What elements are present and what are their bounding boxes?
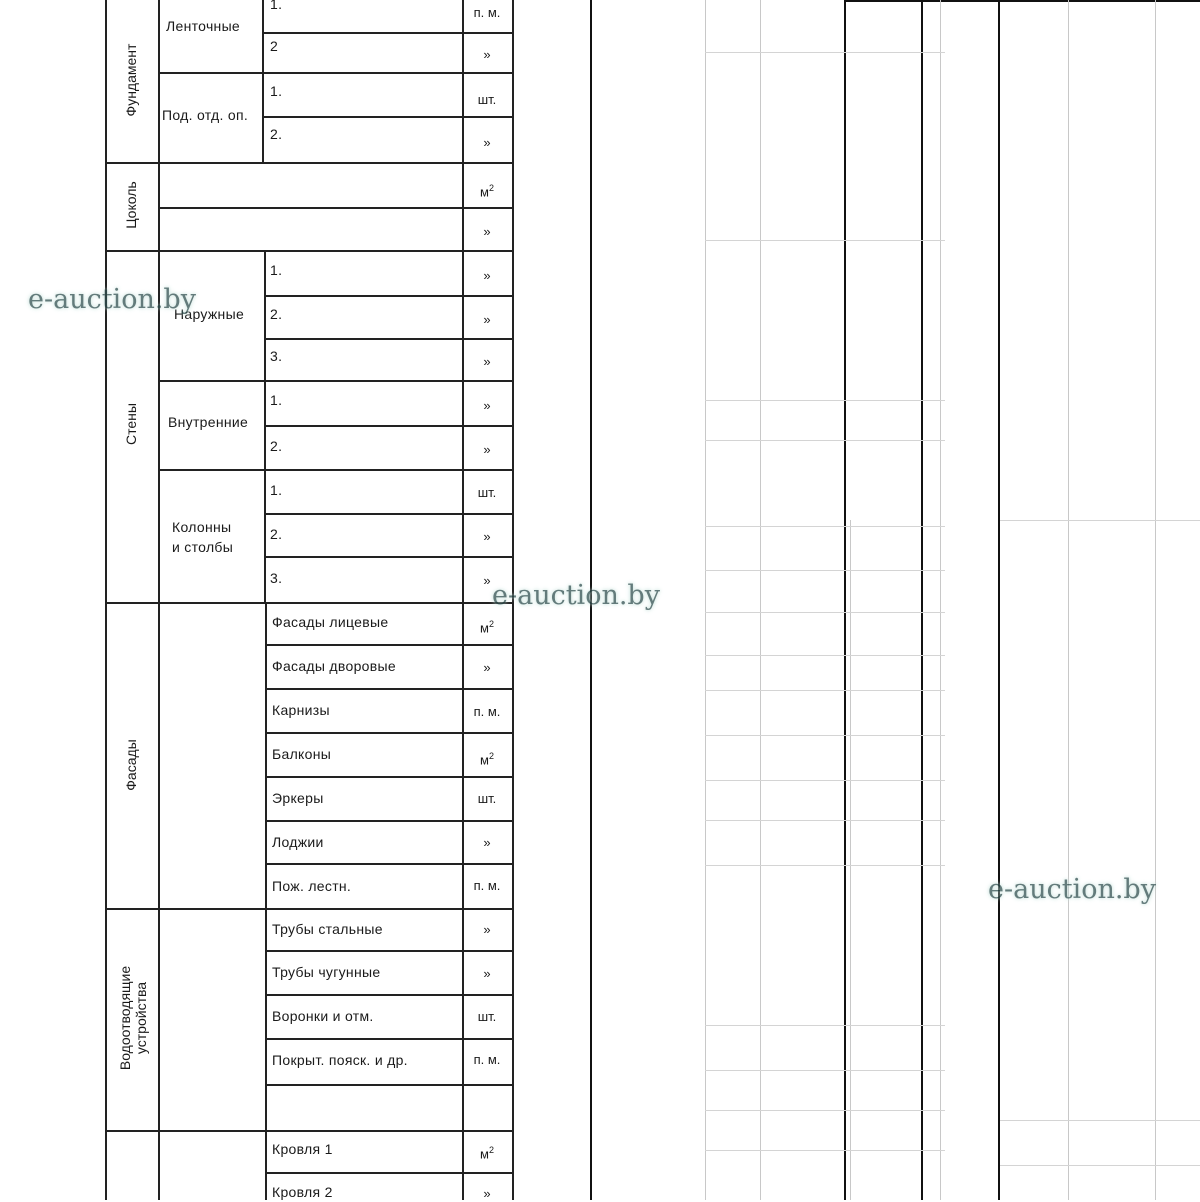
subgroup-columns-line2: и столбы <box>172 539 234 555</box>
bleed-through-line <box>1155 0 1156 1200</box>
unit-superscript: 2 <box>488 619 494 629</box>
row-unit: » <box>483 1186 491 1201</box>
bleed-through-line <box>705 0 706 1200</box>
row-label: 1. <box>270 482 283 498</box>
group-label-plinth: Цоколь <box>123 181 139 229</box>
unit-superscript: 2 <box>488 751 494 761</box>
row-unit: » <box>483 529 491 544</box>
row-label: Покрыт. пояск. и др. <box>272 1052 408 1068</box>
bleed-through-line <box>705 240 945 241</box>
bleed-through-line <box>940 0 941 1200</box>
group-line <box>105 602 512 604</box>
group-line <box>105 908 512 910</box>
row-unit: шт. <box>477 485 497 500</box>
row-unit: шт. <box>477 92 497 107</box>
group-line <box>105 1130 512 1132</box>
row-unit: » <box>483 47 491 62</box>
row-line <box>265 644 512 646</box>
row-line <box>265 994 512 996</box>
row-unit: » <box>483 224 491 239</box>
row-unit: п. м. <box>473 1052 501 1067</box>
bleed-through-line <box>1000 1165 1200 1166</box>
subgroup-column-divider-top <box>262 0 264 162</box>
group-label-drainage-line2: устройства <box>133 981 149 1055</box>
row-unit: » <box>483 354 491 369</box>
row-unit: » <box>483 442 491 457</box>
table-left-border <box>105 0 107 1200</box>
bleed-through-line <box>1068 0 1069 1200</box>
group-label-facades: Фасады <box>123 739 139 791</box>
row-unit: » <box>483 268 491 283</box>
row-unit: » <box>483 135 491 150</box>
row-unit: шт. <box>477 1009 497 1024</box>
group-column-divider <box>158 0 160 1200</box>
row-unit: » <box>483 922 491 937</box>
subgroup-columns-line1: Колонны <box>172 519 232 535</box>
row-label: Воронки и отм. <box>272 1008 374 1024</box>
row-label: Эркеры <box>272 790 324 806</box>
right-block-line-2 <box>844 0 846 1200</box>
watermark-right: e-auction.by <box>988 874 1156 905</box>
bleed-through-line <box>850 520 851 1200</box>
row-unit: » <box>483 660 491 675</box>
right-block-line-4 <box>998 0 1000 1200</box>
row-line <box>264 556 512 558</box>
row-unit: » <box>483 966 491 981</box>
row-line <box>265 950 512 952</box>
group-label-walls: Стены <box>123 403 139 445</box>
row-label: 1. <box>270 83 283 99</box>
subgroup-separate-supports: Под. отд. оп. <box>162 107 249 123</box>
row-line <box>265 820 512 822</box>
right-block-line-3 <box>921 0 923 1200</box>
row-label: Трубы чугунные <box>272 964 381 980</box>
row-line <box>265 688 512 690</box>
row-label: Балконы <box>272 746 332 762</box>
row-line <box>264 513 512 515</box>
bleed-through-line <box>705 735 945 736</box>
subgroup-strip: Ленточные <box>166 18 241 34</box>
bleed-through-line <box>705 400 945 401</box>
bleed-through-line <box>705 865 945 866</box>
row-line <box>265 863 512 865</box>
row-label: Лоджии <box>272 834 324 850</box>
row-line <box>262 116 512 118</box>
row-label: Трубы стальные <box>272 921 383 937</box>
bleed-through-line <box>1000 520 1200 521</box>
row-line <box>265 1084 512 1086</box>
row-unit <box>463 180 511 200</box>
group-line <box>105 162 512 164</box>
bleed-through-line <box>1000 1120 1200 1121</box>
row-label: 3. <box>270 570 283 586</box>
bleed-through-line <box>705 820 945 821</box>
subgroup-external: Наружные <box>174 306 245 322</box>
row-label: 2. <box>270 126 283 142</box>
row-line <box>264 338 512 340</box>
row-line <box>265 732 512 734</box>
row-label: 1. <box>270 0 283 12</box>
bleed-through-line <box>705 1150 945 1151</box>
row-label: 1. <box>270 392 283 408</box>
subgroup-column-divider-facades <box>265 602 267 1200</box>
row-line <box>264 425 512 427</box>
row-unit-text: м <box>480 1146 489 1162</box>
bleed-through-line <box>760 0 761 1200</box>
group-label-drainage <box>117 966 149 1070</box>
row-unit: п. м. <box>473 704 501 719</box>
bleed-through-line <box>705 1025 945 1026</box>
row-label: Фасады дворовые <box>272 658 396 674</box>
bleed-through-line <box>705 655 945 656</box>
watermark-left: e-auction.by <box>28 284 196 315</box>
unit-superscript: 2 <box>488 183 494 193</box>
bleed-through-line <box>705 690 945 691</box>
row-unit <box>463 748 511 768</box>
bleed-through-line <box>705 440 945 441</box>
bleed-through-line <box>705 1110 945 1111</box>
row-label: 2. <box>270 438 283 454</box>
row-label: 2. <box>270 306 283 322</box>
row-label: 2. <box>270 526 283 542</box>
row-unit: » <box>483 573 491 588</box>
right-block-top-line <box>844 0 1200 2</box>
row-line <box>158 469 512 471</box>
row-unit-text: м <box>480 620 489 636</box>
row-label: Карнизы <box>272 702 330 718</box>
row-unit-text: м <box>480 184 489 200</box>
row-line <box>265 1038 512 1040</box>
row-label: Кровля 1 <box>272 1141 333 1157</box>
row-unit <box>463 616 511 636</box>
row-label: 3. <box>270 348 283 364</box>
bleed-through-line <box>705 612 945 613</box>
watermark-center: e-auction.by <box>492 580 660 611</box>
bleed-through-line <box>705 526 945 527</box>
row-line <box>265 776 512 778</box>
row-line <box>158 72 512 74</box>
bleed-through-line <box>705 1070 945 1071</box>
row-unit: » <box>483 312 491 327</box>
row-line <box>265 1172 512 1174</box>
unit-superscript: 2 <box>488 1145 494 1155</box>
row-line <box>262 32 512 34</box>
bleed-through-line <box>705 570 945 571</box>
group-label-drainage-line1: Водоотводящие <box>117 965 133 1071</box>
row-unit <box>463 1142 511 1162</box>
row-label: Фасады лицевые <box>272 614 389 630</box>
row-unit: п. м. <box>473 5 501 20</box>
row-label: 2 <box>270 38 279 54</box>
group-label-foundation: Фундамент <box>123 43 139 117</box>
row-label: Кровля 2 <box>272 1184 333 1200</box>
row-label: 1. <box>270 262 283 278</box>
subgroup-internal: Внутренние <box>168 414 249 430</box>
row-unit: » <box>483 398 491 413</box>
row-unit: » <box>483 835 491 850</box>
row-line <box>264 295 512 297</box>
row-unit: шт. <box>477 791 497 806</box>
row-unit: п. м. <box>473 878 501 893</box>
bleed-through-line <box>705 52 945 53</box>
row-line <box>158 380 512 382</box>
row-line <box>158 207 512 209</box>
group-line <box>105 250 512 252</box>
row-label: Пож. лестн. <box>272 878 352 894</box>
row-unit-text: м <box>480 752 489 768</box>
bleed-through-line <box>705 780 945 781</box>
